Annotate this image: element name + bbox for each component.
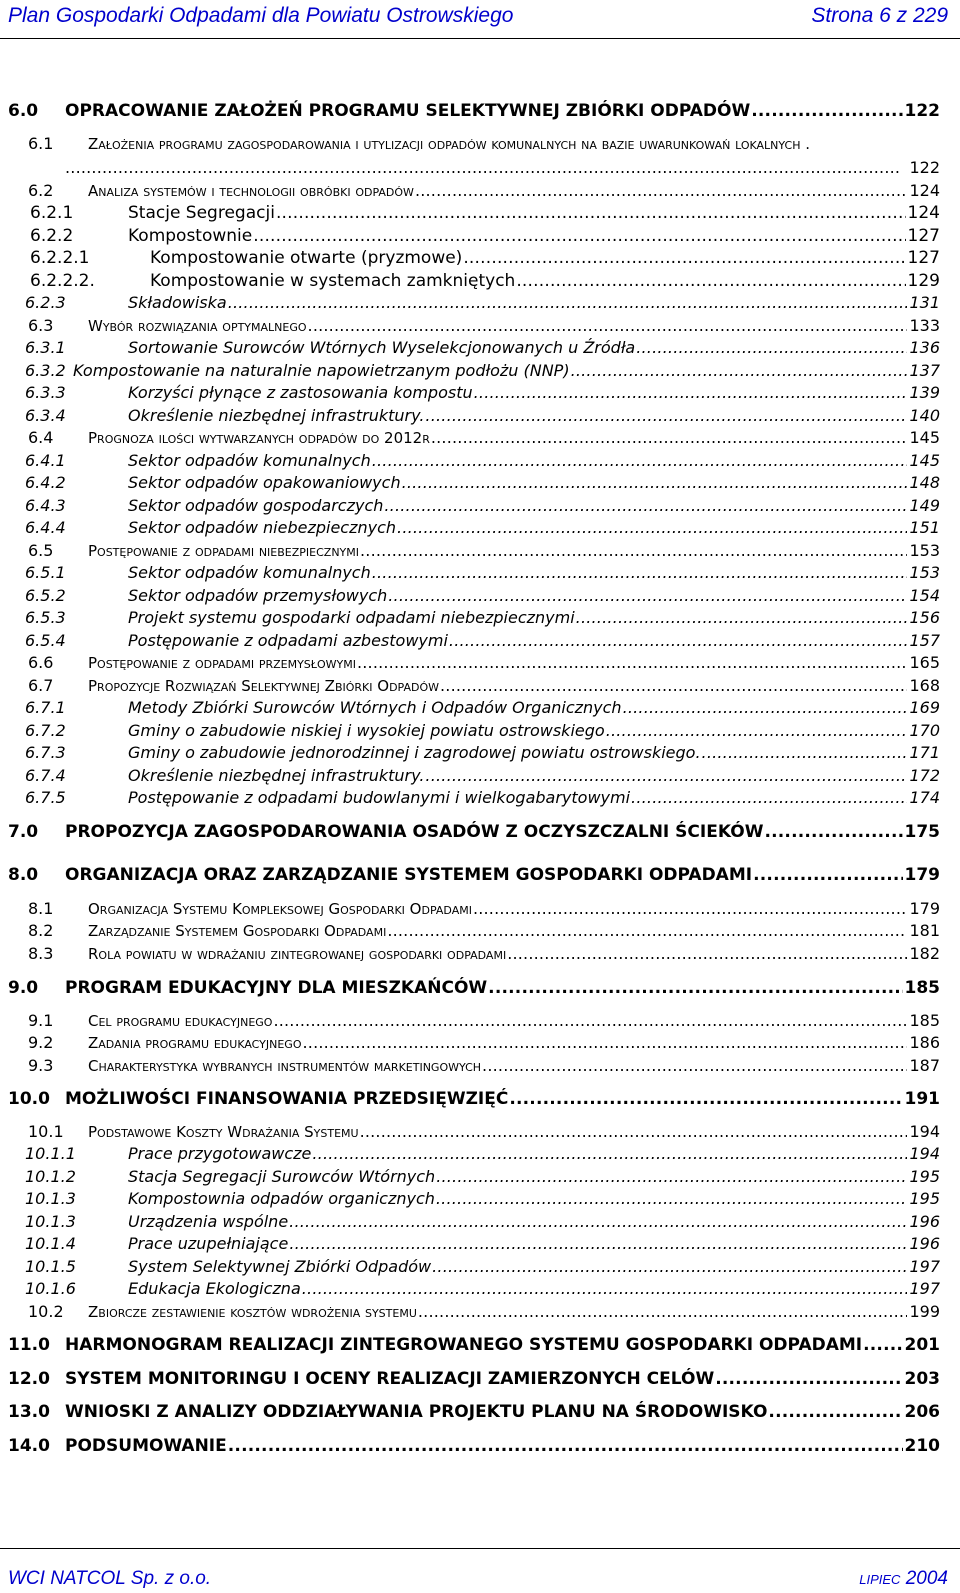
- toc-page-number: 185: [909, 1011, 940, 1030]
- toc-section-title: Kompostownie: [128, 226, 253, 246]
- toc-entry[interactable]: [0, 742, 960, 764]
- toc-page-number: 139: [909, 383, 940, 402]
- toc-page-number: 196: [909, 1234, 940, 1253]
- toc-section-number: 6.7.3: [25, 743, 66, 762]
- toc-section-number: 6.4.3: [25, 496, 66, 515]
- toc-leader-dots: [863, 1334, 902, 1356]
- toc-entry[interactable]: [0, 382, 960, 404]
- toc-entry[interactable]: [0, 585, 960, 607]
- toc-entry[interactable]: [0, 675, 960, 697]
- footer-date: [859, 1568, 948, 1590]
- toc-section-title: Edukacja Ekologiczna: [128, 1279, 301, 1298]
- toc-entry[interactable]: [0, 495, 960, 517]
- toc-section-title: Kompostownia odpadów organicznych: [128, 1189, 435, 1208]
- toc-leader-dots: [312, 1143, 907, 1165]
- toc-page-number: 194: [909, 1144, 940, 1163]
- toc-section-number: 10.1: [28, 1122, 64, 1141]
- toc-leader-dots: [623, 697, 908, 719]
- toc-page-number: 195: [909, 1189, 940, 1208]
- toc-leader-dots: [436, 1166, 907, 1188]
- toc-page-number: 174: [909, 788, 940, 807]
- toc-section-number: 6.2.2: [30, 226, 74, 246]
- toc-section-title: Gminy o zabudowie niskiej i wysokiej powiatu ostrowskiego: [128, 721, 605, 740]
- toc-leader-dots: [360, 1121, 908, 1143]
- toc-entry[interactable]: [0, 1368, 960, 1390]
- toc-entry[interactable]: [0, 652, 960, 674]
- toc-section-number: 6.2: [28, 181, 54, 200]
- toc-leader-dots: [473, 898, 908, 920]
- toc-section-number: 6.2.2.1: [30, 248, 90, 268]
- toc-section-number: 6.2.3: [25, 293, 66, 312]
- document-title: Plan Gospodarki Odpadami dla Powiatu Ostrowskiego: [8, 4, 514, 27]
- toc-entry[interactable]: [0, 427, 960, 449]
- toc-section-number: 8.3: [28, 944, 54, 963]
- toc-page-number: 156: [909, 608, 940, 627]
- toc-entry[interactable]: [0, 1166, 960, 1188]
- toc-entry[interactable]: [0, 1256, 960, 1278]
- toc-section-title: Prace przygotowawcze: [128, 1144, 312, 1163]
- footer-year: 2004: [905, 1568, 948, 1589]
- toc-entry[interactable]: [0, 180, 960, 202]
- toc-entry[interactable]: [0, 202, 960, 224]
- toc-leader-dots: [388, 585, 907, 607]
- toc-section-number: 13.0: [8, 1402, 50, 1422]
- toc-entry[interactable]: [0, 1121, 960, 1143]
- toc-section-title: Urządzenia wspólne: [128, 1212, 289, 1231]
- toc-leader-dots: [276, 202, 906, 224]
- toc-page-number: 145: [909, 428, 940, 447]
- toc-page-number: 122: [904, 101, 940, 121]
- toc-entry[interactable]: [0, 405, 960, 427]
- toc-leader-dots: [273, 1010, 907, 1032]
- toc-section-title: Sektor odpadów gospodarczych: [128, 496, 384, 515]
- toc-entry[interactable]: [0, 920, 960, 942]
- toc-page-number: 175: [904, 822, 940, 842]
- toc-entry[interactable]: [0, 1334, 960, 1356]
- toc-section-number: 6.5.2: [25, 586, 66, 605]
- toc-page-number: 129: [907, 271, 940, 291]
- toc-page-number: 179: [909, 899, 940, 918]
- toc-page-number: 127: [907, 226, 940, 246]
- toc-page-number: 168: [909, 676, 940, 695]
- toc-entry[interactable]: [0, 977, 960, 999]
- toc-entry[interactable]: [0, 133, 960, 155]
- toc-entry[interactable]: [0, 630, 960, 652]
- toc-leader-dots: [474, 382, 908, 404]
- toc-leader-dots: [509, 1088, 902, 1110]
- toc-page-number: 157: [909, 631, 940, 650]
- toc-entry[interactable]: [0, 315, 960, 337]
- toc-section-title: Sektor odpadów niebezpiecznych: [128, 518, 397, 537]
- toc-entry[interactable]: [0, 864, 960, 886]
- toc-leader-dots: [606, 720, 908, 742]
- toc-section-number: 6.7: [28, 676, 54, 695]
- toc-page-number: 165: [909, 653, 940, 672]
- page-footer: [0, 1548, 960, 1593]
- toc-section-title: Składowiska: [128, 293, 227, 312]
- toc-section-title: Zbiorcze zestawienie kosztów wdrożenia systemu: [88, 1303, 417, 1321]
- toc-section-title: Gminy o zabudowie jednorodzinnej i zagrodowej powiatu ostrowskiego.: [128, 743, 701, 762]
- toc-leader-dots: [432, 1256, 907, 1278]
- toc-section-title: Postępowanie z odpadami azbestowymi: [128, 631, 448, 650]
- toc-section-number: 8.2: [28, 921, 54, 940]
- toc-section-number: 6.1: [28, 134, 54, 153]
- toc-leader-dots: [431, 427, 908, 449]
- toc-leader-dots: [228, 292, 908, 314]
- toc-section-number: 8.1: [28, 899, 54, 918]
- toc-section-title: Sortowanie Surowców Wtórnych Wyselekcjonowanych u Źródła: [128, 338, 636, 357]
- toc-section-number: 6.3.3: [25, 383, 66, 402]
- toc-leader-dots: [372, 562, 908, 584]
- toc-section-number: 6.7.5: [25, 788, 66, 807]
- toc-section-number: 6.5: [28, 541, 54, 560]
- toc-entry[interactable]: [0, 472, 960, 494]
- toc-section-title: Zadania programu edukacyjnego: [88, 1034, 302, 1052]
- toc-leader-dots: [387, 920, 907, 942]
- toc-section-title: Stacja Segregacji Surowców Wtórnych: [128, 1167, 436, 1186]
- toc-leader-dots: [289, 1233, 907, 1255]
- toc-leader-dots: [418, 1301, 908, 1323]
- toc-entry[interactable]: [0, 1301, 960, 1323]
- toc-page-number: 145: [909, 451, 940, 470]
- toc-section-number: 6.3.4: [25, 406, 66, 425]
- toc-page-number: 199: [909, 1302, 940, 1321]
- toc-section-title: Organizacja Systemu Kompleksowej Gospodarki Odpadami: [88, 900, 472, 918]
- toc-entry[interactable]: [0, 720, 960, 742]
- toc-page-number: 137: [909, 361, 940, 380]
- toc-section-title: Kompostowanie w systemach zamkniętych: [150, 271, 516, 291]
- toc-leader-dots: [488, 977, 902, 999]
- toc-entry[interactable]: [0, 225, 960, 247]
- toc-section-title: Projekt systemu gospodarki odpadami niebezpiecznymi: [128, 608, 575, 627]
- toc-section-number: 6.5.3: [25, 608, 66, 627]
- toc-leader-dots: [764, 821, 902, 843]
- toc-section-number: 10.1.5: [25, 1257, 76, 1276]
- toc-section-number: 6.3.1: [25, 338, 66, 357]
- toc-section-number: 6.4: [28, 428, 54, 447]
- toc-section-number: 6.2.1: [30, 203, 74, 223]
- toc-section-number: 6.5.1: [25, 563, 66, 582]
- toc-section-title: PROGRAM EDUKACYJNY DLA MIESZKAŃCÓW: [65, 978, 488, 998]
- toc-entry[interactable]: [0, 100, 960, 122]
- toc-entry[interactable]: [0, 1055, 960, 1077]
- toc-section-number: 6.2.2.2.: [30, 271, 95, 291]
- toc-leader-dots: [436, 1188, 908, 1210]
- toc-section-title: HARMONOGRAM REALIZACJI ZINTEGROWANEGO SYSTEMU GOSPODARKI ODPADAMI: [65, 1335, 863, 1355]
- toc-page-number: 133: [909, 316, 940, 335]
- toc-section-title: SYSTEM MONITORINGU I OCENY REALIZACJI ZAMIERZONYCH CELÓW: [65, 1369, 715, 1389]
- toc-section-number: 7.0: [8, 822, 39, 842]
- toc-page-number: 191: [904, 1089, 940, 1109]
- toc-leader-dots: [357, 652, 907, 674]
- toc-leader-dots: [576, 607, 908, 629]
- toc-section-number: 6.5.4: [25, 631, 66, 650]
- toc-section-title: Sektor odpadów komunalnych: [128, 563, 371, 582]
- toc-section-title: ORGANIZACJA ORAZ ZARZĄDZANIE SYSTEMEM GOSPODARKI ODPADAMI: [65, 865, 753, 885]
- toc-section-number: 10.2: [28, 1302, 64, 1321]
- toc-entry[interactable]: [0, 1032, 960, 1054]
- toc-entry[interactable]: [0, 1401, 960, 1423]
- toc-entry[interactable]: [0, 540, 960, 562]
- toc-section-title: Stacje Segregacji: [128, 203, 275, 223]
- toc-leader-dots: [302, 1278, 908, 1300]
- toc-section-number: 12.0: [8, 1369, 50, 1389]
- toc-section-number: 9.0: [8, 978, 39, 998]
- toc-section-number: 14.0: [8, 1436, 50, 1456]
- toc-entry[interactable]: [0, 1088, 960, 1110]
- toc-page-number: 181: [909, 921, 940, 940]
- toc-section-title: Kompostowanie otwarte (pryzmowe): [150, 248, 463, 268]
- toc-section-number: 6.7.4: [25, 766, 66, 785]
- toc-page-number: 122: [909, 158, 940, 177]
- toc-page-number: 140: [909, 406, 940, 425]
- toc-section-title: Postępowanie z odpadami budowlanymi i wielkogabarytowymi: [128, 788, 631, 807]
- toc-page-number: 187: [909, 1056, 940, 1075]
- toc-entry[interactable]: [0, 1211, 960, 1233]
- toc-section-number: 8.0: [8, 865, 39, 885]
- toc-leader-dots: [516, 270, 905, 292]
- toc-section-title: PODSUMOWANIE: [65, 1436, 227, 1456]
- toc-section-number: 6.0: [8, 101, 39, 121]
- toc-page-number: 148: [909, 473, 940, 492]
- toc-section-title: PROPOZYCJA ZAGOSPODAROWANIA OSADÓW Z OCZYSZCZALNI ŚCIEKÓW: [65, 822, 764, 842]
- toc-page-number: 179: [904, 865, 940, 885]
- toc-section-title: WNIOSKI Z ANALIZY ODDZIAŁYWANIA PROJEKTU PLANU NA ŚRODOWISKO: [65, 1402, 768, 1422]
- toc-section-title: Sektor odpadów komunalnych: [128, 451, 371, 470]
- toc-section-title: Określenie niezbędnej infrastruktury.: [128, 766, 425, 785]
- toc-leader-dots: [402, 472, 908, 494]
- toc-entry[interactable]: [0, 821, 960, 843]
- toc-page-number: 171: [909, 743, 940, 762]
- toc-section-title: MOŻLIWOŚCI FINANSOWANIA PRZEDSIĘWZIĘĆ: [65, 1089, 509, 1109]
- toc-leader-dots: [571, 360, 908, 382]
- toc-leader-dots: [415, 180, 908, 202]
- toc-entry[interactable]: [0, 765, 960, 787]
- toc-section-number: 6.4.2: [25, 473, 66, 492]
- toc-page-number: 124: [907, 203, 940, 223]
- toc-section-title: Prace uzupełniające: [128, 1234, 289, 1253]
- toc-section-number: 9.2: [28, 1033, 54, 1052]
- toc-page-number: 197: [909, 1279, 940, 1298]
- toc-page-number: 127: [907, 248, 940, 268]
- toc-page-number: 201: [904, 1335, 940, 1355]
- toc-section-number: 10.1.4: [25, 1234, 76, 1253]
- toc-section-number: 6.4.4: [25, 518, 66, 537]
- toc-section-title: Analiza systemów i technologii obróbki odpadów: [88, 182, 414, 200]
- toc-leader-dots: [440, 675, 907, 697]
- toc-leader-dots: [308, 315, 908, 337]
- toc-section-title: Zarządzanie Systemem Gospodarki Odpadami: [88, 922, 387, 940]
- toc-section-title: Rola powiatu w wdrażaniu zintegrowanej gospodarki odpadami: [88, 945, 507, 963]
- toc-section-title: Cel programu edukacyjnego: [88, 1012, 273, 1030]
- toc-section-number: 6.4.1: [25, 451, 66, 470]
- toc-page-number: 131: [909, 293, 940, 312]
- toc-entry[interactable]: [0, 1278, 960, 1300]
- toc-leader-dots: [702, 742, 908, 764]
- toc-section-number: 10.1.1: [25, 1144, 76, 1163]
- toc-section-number: 6.3.2: [25, 361, 66, 380]
- toc-leader-dots: [289, 1211, 907, 1233]
- toc-section-number: 10.0: [8, 1089, 50, 1109]
- toc-leader-dots: [715, 1368, 902, 1390]
- toc-entry[interactable]: [0, 517, 960, 539]
- toc-page-number: 170: [909, 721, 940, 740]
- toc-entry[interactable]: [0, 1143, 960, 1165]
- toc-section-title: Kompostowanie na naturalnie napowietrzanym podłożu (NNP): [73, 361, 570, 380]
- toc-entry[interactable]: [65, 157, 940, 179]
- toc-page-number: 206: [904, 1402, 940, 1422]
- toc-leader-dots: [751, 100, 902, 122]
- toc-page-number: 197: [909, 1257, 940, 1276]
- toc-entry[interactable]: [0, 1233, 960, 1255]
- toc-page-number: 172: [909, 766, 940, 785]
- toc-page-number: 196: [909, 1212, 940, 1231]
- toc-leader-dots: [753, 864, 902, 886]
- toc-section-title: Podstawowe Koszty Wdrażania Systemu: [88, 1123, 359, 1141]
- toc-leader-dots: [463, 247, 905, 269]
- toc-section-number: 6.7.2: [25, 721, 66, 740]
- toc-leader-dots: [768, 1401, 902, 1423]
- company-name: WCI NATCOL Sp. z o.o.: [8, 1568, 212, 1589]
- toc-section-number: 11.0: [8, 1335, 50, 1355]
- toc-leader-dots: [303, 1032, 908, 1054]
- toc-section-number: 10.1.3: [25, 1212, 76, 1231]
- toc-page-number: 153: [909, 541, 940, 560]
- toc-leader-dots: [360, 540, 907, 562]
- toc-page-number: 124: [909, 181, 940, 200]
- toc-entry[interactable]: [0, 1188, 960, 1210]
- toc-section-number: 9.3: [28, 1056, 54, 1075]
- toc-page-number: 195: [909, 1167, 940, 1186]
- toc-entry[interactable]: [0, 943, 960, 965]
- toc-page-number: 182: [909, 944, 940, 963]
- toc-section-title: Wybór rozwiązania optymalnego: [88, 317, 307, 335]
- toc-section-number: 6.7.1: [25, 698, 66, 717]
- toc-section-title: Założenia programu zagospodarowania i utylizacji odpadów komunalnych na bazie uwarunkowań lokalnych .: [88, 135, 811, 153]
- page-header: [0, 0, 960, 50]
- toc-page-number: 149: [909, 496, 940, 515]
- page-indicator: Strona 6 z 229: [811, 4, 948, 27]
- toc-page-number: 203: [904, 1369, 940, 1389]
- toc-section-number: 6.3: [28, 316, 54, 335]
- toc-entry[interactable]: [0, 607, 960, 629]
- toc-section-title: Korzyści płynące z zastosowania kompostu: [128, 383, 473, 402]
- toc-page-number: 151: [909, 518, 940, 537]
- toc-section-title: System Selektywnej Zbiórki Odpadów: [128, 1257, 432, 1276]
- toc-page-number: 185: [904, 978, 940, 998]
- toc-entry[interactable]: [0, 1010, 960, 1032]
- toc-section-title: Propozycje Rozwiązań Selektywnej Zbiórki Odpadów: [88, 677, 439, 695]
- toc-section-title: Prognoza ilości wytwarzanych odpadów do 2012r: [88, 429, 430, 447]
- toc-section-number: 10.1.3: [25, 1189, 76, 1208]
- toc-section-title: Postępowanie z odpadami niebezpiecznymi: [88, 542, 360, 560]
- toc-leader-dots: [228, 1435, 903, 1457]
- toc-entry[interactable]: [0, 337, 960, 359]
- toc-leader-dots: [397, 517, 907, 539]
- toc-entry[interactable]: [0, 247, 960, 269]
- toc-entry[interactable]: [0, 270, 960, 292]
- toc-leader-dots: [65, 157, 900, 179]
- toc-section-number: 9.1: [28, 1011, 54, 1030]
- toc-section-title: Metody Zbiórki Surowców Wtórnych i Odpadów Organicznych: [128, 698, 622, 717]
- toc-entry[interactable]: [0, 898, 960, 920]
- toc-leader-dots: [372, 450, 908, 472]
- header-rule: [0, 38, 960, 39]
- footer-rule: [0, 1548, 960, 1549]
- toc-entry[interactable]: [0, 562, 960, 584]
- footer-month: LIPIEC: [859, 1572, 901, 1587]
- toc-leader-dots: [636, 337, 907, 359]
- toc-section-number: 10.1.2: [25, 1167, 76, 1186]
- toc-leader-dots: [482, 1055, 907, 1077]
- toc-leader-dots: [253, 225, 905, 247]
- toc-page-number: 136: [909, 338, 940, 357]
- toc-page-number: 154: [909, 586, 940, 605]
- toc-entry[interactable]: [0, 787, 960, 809]
- toc-entry[interactable]: [0, 1435, 960, 1457]
- toc-section-title: Sektor odpadów przemysłowych: [128, 586, 388, 605]
- toc-leader-dots: [425, 405, 907, 427]
- toc-leader-dots: [384, 495, 907, 517]
- toc-section-number: 6.6: [28, 653, 54, 672]
- toc-page-number: 194: [909, 1122, 940, 1141]
- toc-page-number: 153: [909, 563, 940, 582]
- toc-entry[interactable]: [0, 697, 960, 719]
- toc-entry[interactable]: [0, 292, 960, 314]
- toc-section-title: Postępowanie z odpadami przemysłowymi: [88, 654, 356, 672]
- toc-leader-dots: [507, 943, 907, 965]
- toc-entry[interactable]: [0, 360, 960, 382]
- toc-leader-dots: [425, 765, 907, 787]
- toc-section-title: OPRACOWANIE ZAŁOŻEŃ PROGRAMU SELEKTYWNEJ ZBIÓRKI ODPADÓW: [65, 101, 751, 121]
- toc-section-title: Charakterystyka wybranych instrumentów marketingowych: [88, 1057, 482, 1075]
- toc-page-number: 186: [909, 1033, 940, 1052]
- toc-page-number: 210: [904, 1436, 940, 1456]
- toc-section-number: 10.1.6: [25, 1279, 76, 1298]
- toc-entry[interactable]: [0, 450, 960, 472]
- toc-leader-dots: [631, 787, 907, 809]
- toc-section-title: Sektor odpadów opakowaniowych: [128, 473, 401, 492]
- toc-section-title: Określenie niezbędnej infrastruktury.: [128, 406, 425, 425]
- toc-page-number: 169: [909, 698, 940, 717]
- toc-leader-dots: [449, 630, 908, 652]
